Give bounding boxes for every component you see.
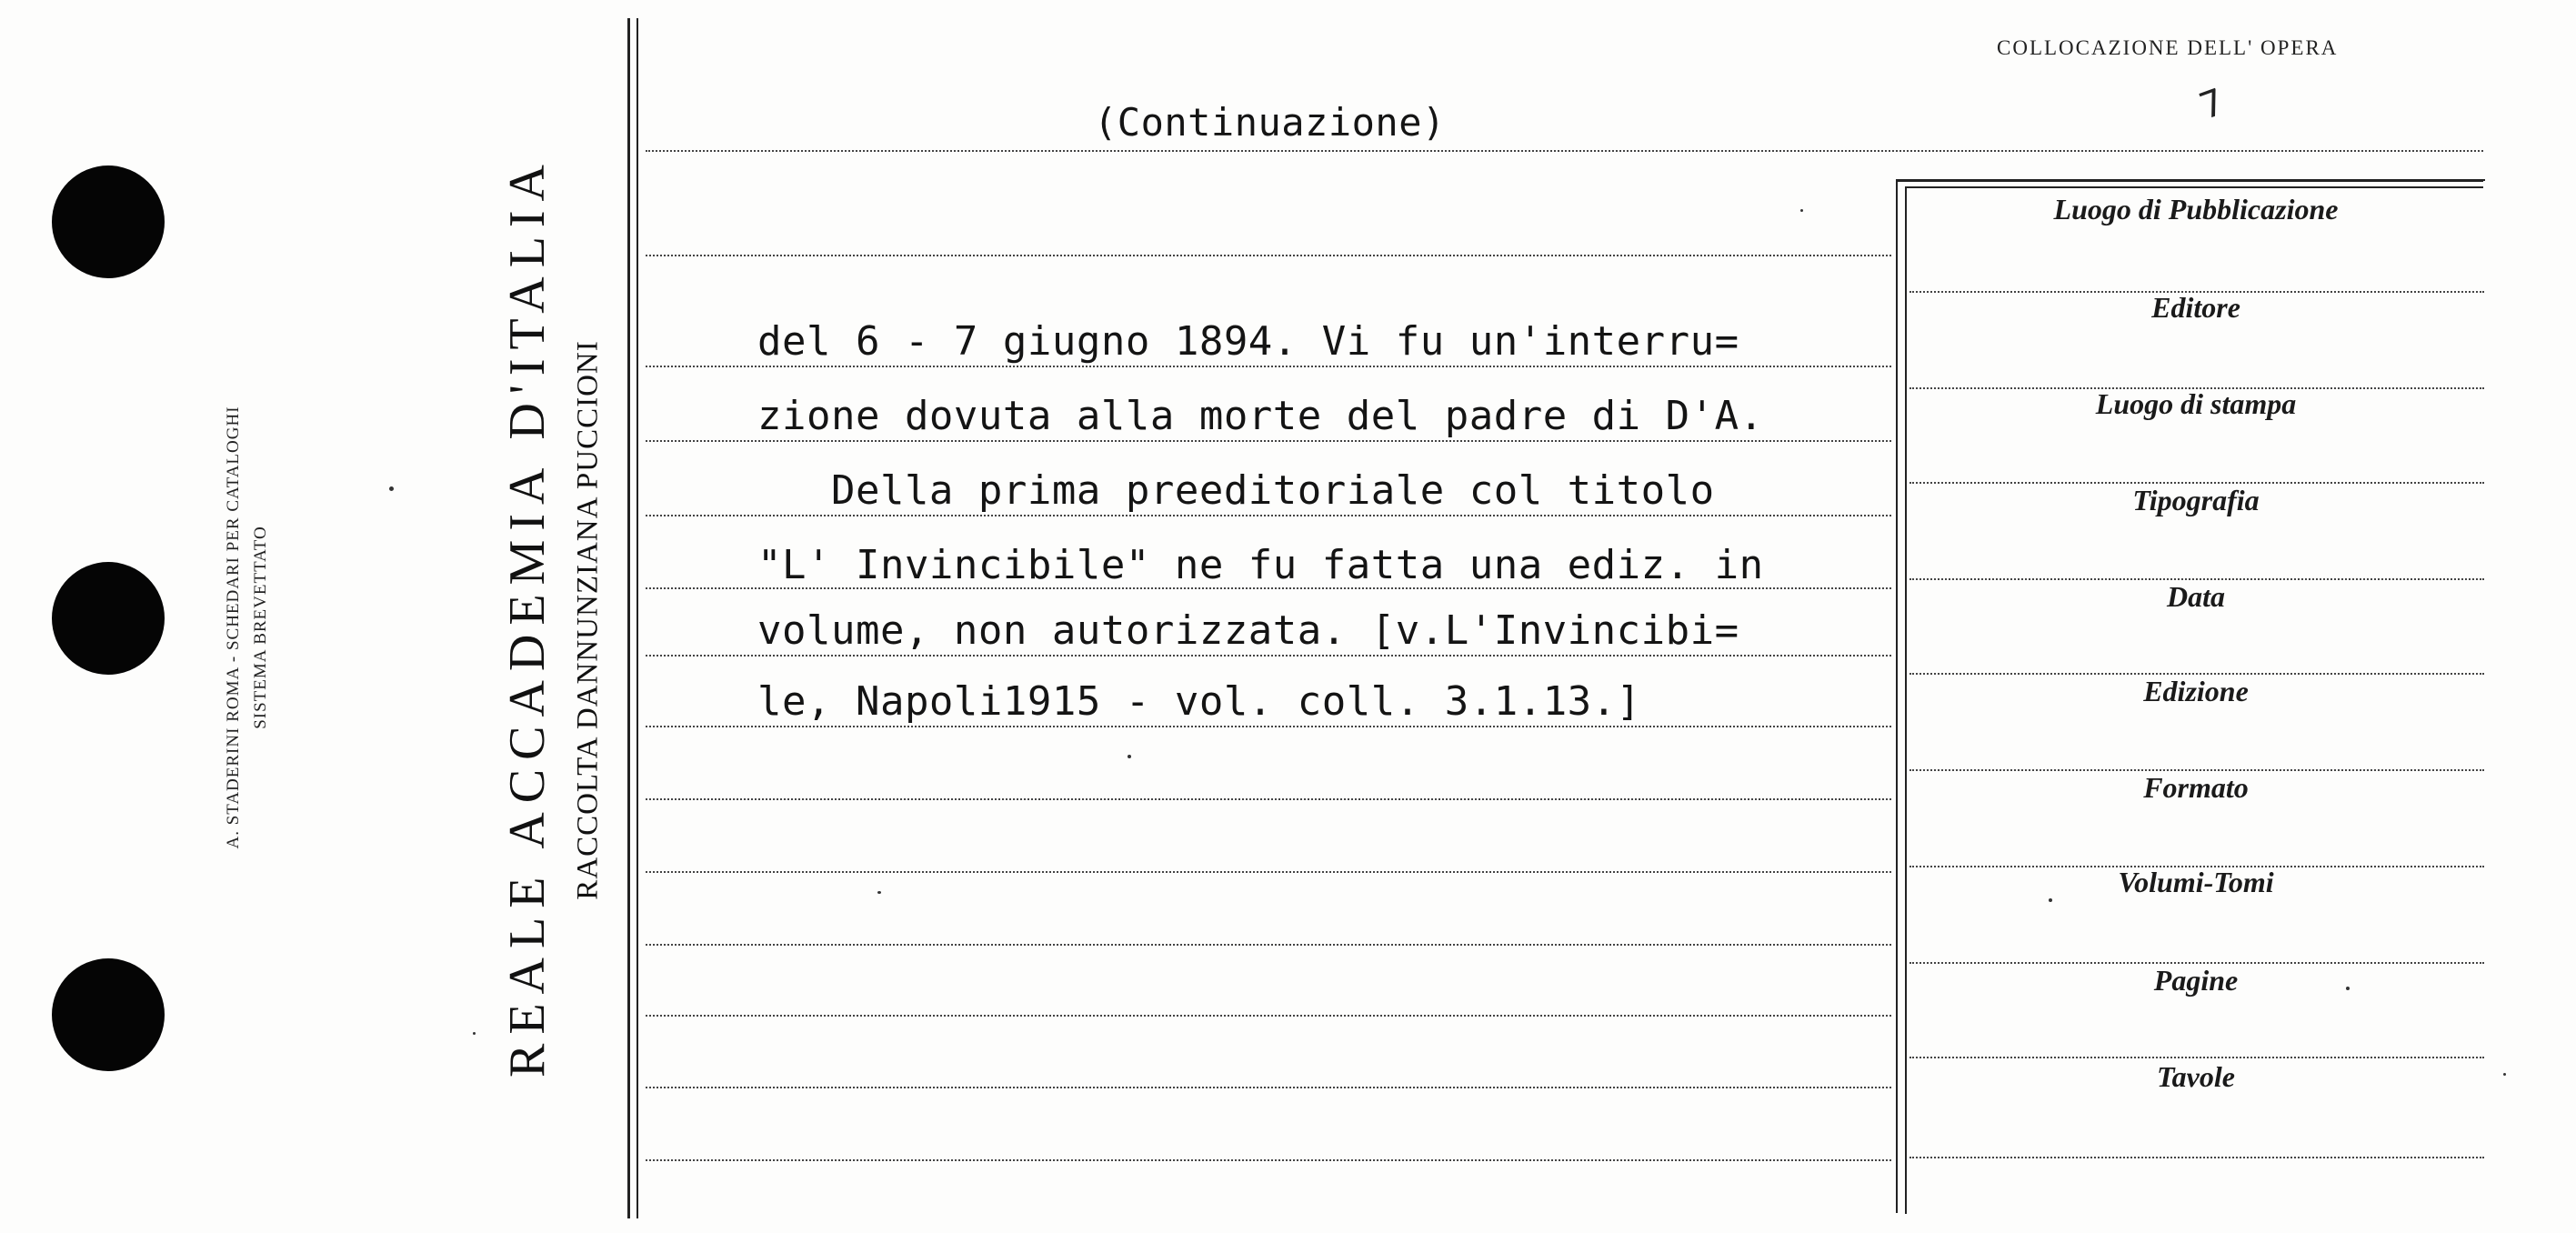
body-line-6: le, Napoli1915 - vol. coll. 3.1.13.]	[757, 678, 1641, 725]
ruled-line	[646, 150, 2483, 152]
ruled-line	[646, 1087, 1891, 1088]
ruled-line	[646, 255, 1891, 256]
ruled-line	[646, 726, 1891, 727]
field-editore: Editore	[2151, 291, 2240, 324]
body-line-4: "L' Invincibile" ne fu fatta una ediz. in	[757, 542, 1764, 588]
field-tavole: Tavole	[2157, 1060, 2235, 1093]
margin-rule-inner	[636, 18, 638, 1218]
ruled-line	[646, 366, 1891, 367]
speck	[1128, 755, 1131, 758]
speck	[2346, 987, 2350, 990]
speck	[877, 891, 881, 894]
body-line-3: Della prima preeditoriale col titolo	[757, 467, 1715, 514]
field-luogo-stampa: Luogo di stampa	[2095, 387, 2297, 420]
field-tipografia: Tipografia	[2132, 484, 2260, 516]
ruled-line	[646, 655, 1891, 657]
speck	[2503, 1073, 2506, 1076]
printer-credit-line1: A. STADERINI ROMA - SCHEDARI PER CATALOGHI	[224, 406, 243, 849]
body-line-2: zione dovuta alla morte del padre di D'A.	[757, 393, 1764, 439]
field-pagine: Pagine	[2153, 964, 2239, 997]
printer-credit	[220, 406, 275, 848]
ruled-line	[646, 871, 1891, 873]
ruled-line	[646, 1015, 1891, 1017]
box-rule-top	[1896, 179, 2483, 182]
continuation-heading: (Continuazione)	[1094, 100, 1446, 145]
field-edizione: Edizione	[2143, 675, 2249, 707]
field-rule	[1909, 1157, 2484, 1158]
body-line-5: volume, non autorizzata. [v.L'Invincibi=	[757, 607, 1739, 654]
collocation-mark: 7	[2193, 81, 2230, 128]
ruled-line	[646, 515, 1891, 516]
collection-title: RACCOLTA DANNUNZIANA PUCCIONI	[571, 340, 605, 900]
punch-hole-top	[52, 165, 165, 278]
institution-title: REALE ACCADEMIA D'ITALIA	[499, 155, 556, 1078]
field-formato: Formato	[2143, 771, 2249, 804]
speck	[389, 486, 394, 491]
speck	[1800, 209, 1803, 212]
ruled-line	[646, 798, 1891, 800]
ruled-line	[646, 944, 1891, 946]
margin-rule-outer	[627, 18, 630, 1218]
collocation-label: COLLOCAZIONE DELL' OPERA	[1997, 36, 2339, 59]
printer-credit-line2: SISTEMA BREVETTATO	[251, 526, 270, 729]
field-volumi-tomi: Volumi-Tomi	[2118, 866, 2274, 898]
speck	[473, 1032, 476, 1035]
punch-hole-bottom	[52, 958, 165, 1071]
field-rule	[1909, 1057, 2484, 1058]
field-data: Data	[2167, 580, 2225, 613]
ruled-line	[646, 440, 1891, 442]
body-line-1: del 6 - 7 giugno 1894. Vi fu un'interru=	[757, 318, 1739, 365]
punch-hole-middle	[52, 562, 165, 675]
field-luogo-pubblicazione: Luogo di Pubblicazione	[2053, 193, 2339, 226]
ruled-line	[646, 1159, 1891, 1161]
box-rule-inner	[1905, 186, 1907, 1214]
speck	[2049, 898, 2052, 902]
box-rule-top-2	[1905, 186, 2483, 188]
